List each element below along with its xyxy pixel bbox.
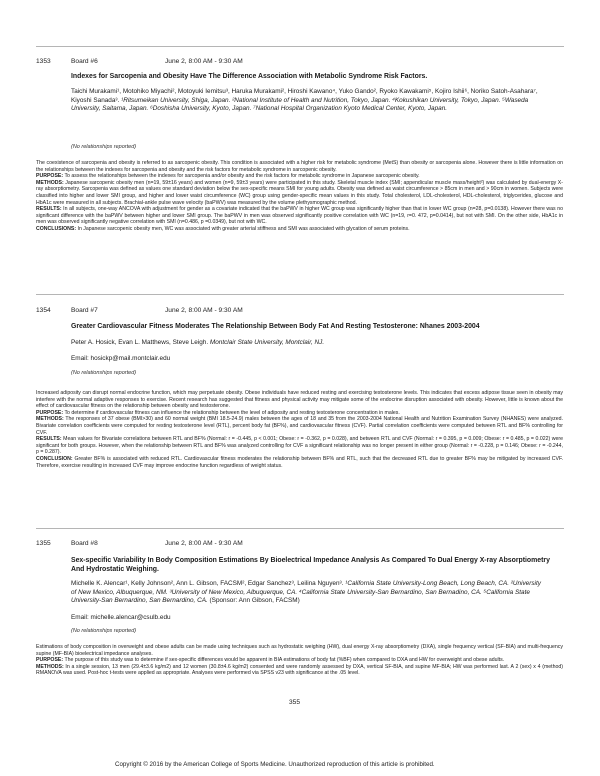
methods-text: Japanese sarcopenic obesity men (n=19, 59±16 years) and women (n=9, 59±3 years) were participated in this study. Skeletal muscle index (SMI; appendicular muscle mass/height²) was calculated by dual-energy X-ray absorptiometry. Sarcopenia was defined as values one standard deviation below the sex-specific means SMI for young adults. Obesity was defined as waist circumference > 85cm in men and > 90cm in women. Subjects were classified into higher and lower SMI group, and higher and lower waist circumference (WC) group using gender-specific mean values in this study. Total cholesterol, LDL-cholesterol, HDL-cholesterol, triglycerides, glucose and HbA1c were measured in all subjects. Brachial-ankle pulse wave velocity (baPWV) was measured by the volume plethysmographic method. (36, 179, 563, 206)
purpose-paragraph (36, 173, 563, 180)
board-number: Board #7 (71, 307, 98, 314)
author-affiliations: ¹California State University-Long Beach, Long Beach, CA. ²University of New Mexico, Albuquerque, NM. ³University of New Mexico, Albuquerque, CA. ⁴California State University-San Bernardino, San Bernadino, CA. ⁵California State University-San Bernardino, San Bernardino, CA. (71, 580, 541, 605)
purpose-text: To assess the relationships between the indexes for sarcopenia and/or obesity and the risk factors for metabolic syndrome in Japanese sarcopenic obesity. (64, 173, 420, 180)
no-relationships-note: (No relationships reported) (71, 628, 137, 634)
results-text: In all subjects, one-way ANCOVA with adjustment for gender as a covariate indicated that the baPWV in higher WC group was significantly higher than that in lower WC group (n=28, p=0.0138). However there was no significant difference with the baPWV between higher and lower SMI group. The baPWV in men was observed significantly positive correlation with WC (n=19, r=0. 472, p=0.0414), but not with SMI. On the other side, HbA1c in men was observed significantly negative correlation with SMI (n=0.486, p =0.0349), but not with WC. (36, 206, 563, 226)
abstract-number: 1353 (36, 58, 51, 65)
purpose-label: PURPOSE: (36, 409, 64, 416)
conclusions-paragraph (36, 226, 563, 233)
purpose-paragraph (36, 657, 563, 664)
abstract-title: Sex-specific Variability In Body Composition Estimations By Bioelectrical Impedance Analysis As Compared To Dual Energy X-ray Absorptiometry And Hydrostatic Weighing. (71, 557, 550, 573)
page-number: 355 (289, 699, 301, 706)
methods-label: METHODS: (36, 663, 64, 670)
no-relationships-note: (No relationships reported) (71, 370, 137, 376)
author-names: Michelle K. Alencar¹, Kelly Johnson², Ann L. Gibson, FACSM², Edgar Sanchez³, Leilina Nguyen³. (71, 580, 344, 587)
session-time: June 2, 8:00 AM - 9:30 AM (165, 307, 243, 314)
section-divider (36, 294, 564, 295)
abstract-body (36, 160, 563, 233)
author-affiliations: ¹Ritsumeikan University, Shiga, Japan. ²National Institute of Health and Nutrition, Tokyo, Japan. ⁴Kokushikan University, Tokyo, Japan. ⁵Waseda University, Saitama, Japan. ⁶Doshisha University, Kyoto, Japan. ⁷National Hospital Organization Kyoto Medical Center, Kyoto, Japan. (71, 96, 529, 113)
intro-paragraph: The coexistence of sarcopenia and obesity is referred to as sarcopenic obesity. This condition is associated with a higher risk for metabolic syndrome (MetS) than obesity or sarcopenia alone. However there is little information on the relationships between the indexes for sarcopenia and obesity and the risk factors for metabolic syndrome in sarcopenic obesity. (36, 160, 563, 173)
methods-label: METHODS: (36, 179, 64, 186)
conclusions-text: Greater BF% is associated with reduced RTL. Cardiovascular fitness moderates the relationship between BF% and RTL, such that the decreased RTL due to greater BF% may be mitigated by increased CVF. Therefore, exercise resulting in increased CVF may improve endocrine function regardless of weight status. (36, 455, 563, 469)
abstract-body (36, 390, 563, 469)
abstract-number: 1355 (36, 540, 51, 547)
session-time: June 2, 8:00 AM - 9:30 AM (165, 540, 243, 547)
results-text: Mean values for Bivariate correlations between RTL and BF% (Normal: r = -0.445, p < 0.001; Obese: r = -0.362, p = 0.028), and between RTL and CVF (Normal: r = 0.395, p = 0.009; Obese: r = 0.485, p = 0.022) were significant for both groups. However, when the relationship between RTL and BF% was analyzed controlling for CVF a significant relationship was no longer present in either group (Normal: r = -0.228, p = 0.146; Obese: r = -0.244, p = 0.287). (36, 436, 564, 456)
sponsor-note: (Sponsor: Ann Gibson, FACSM) (209, 597, 300, 605)
results-paragraph (36, 206, 563, 226)
purpose-text: To determine if cardiovascular fitness can influence the relationship between the level of adiposity and resting testosterone concentration in males. (64, 409, 400, 416)
conclusions-label: CONCLUSIONS: (36, 225, 77, 232)
methods-paragraph (36, 416, 563, 436)
section-divider (36, 528, 564, 529)
results-label: RESULTS: (36, 436, 62, 443)
author-affiliations: Montclair State University, Montclair, NJ. (209, 339, 325, 346)
abstract-number: 1354 (36, 307, 51, 314)
author-list (71, 580, 546, 606)
results-label: RESULTS: (36, 206, 62, 213)
intro-paragraph: Increased adiposity can disrupt normal endocrine function, which may perpetuate obesity. Obese individuals have reduced resting and exercising testosterone levels. This indicates that excess adipose tissue seen in obesity may interfere with the normal adaptive responses to exercise. Recent research has suggested that fitness and physical activity may mitigate some of the endocrine disruption associated with obesity. However, little is known about the effect of cardiovascular fitness on the relationship between obesity and testosterone. (36, 390, 563, 410)
purpose-label: PURPOSE: (36, 657, 64, 664)
methods-text: The responses of 37 obese (BMI>30) and 60 normal weight (BMI 18.5-24.9) males between the ages of 18 and 35 from the 2003-2004 National Health and Nutrition Examination Survey (NHANES) were analyzed. Bivariate correlation coefficients were computed for resting testosterone level (RTL), percent body fat (BF%), and cardiovascular fitness (CVF). Partial correlation coefficients were computed between RTL and BF% controlling for CVF. (36, 416, 563, 436)
abstract-body (36, 644, 563, 677)
author-names: Taichi Murakami¹, Motohiko Miyachi², Motoyuki Iemitsu³, Haruka Murakami², Hiroshi Kawano⁴, Yuko Gando², Ryoko Kawakami⁵, Kojiro Ishii⁶, Noriko Satoh-Asahara⁷, Kiyoshi Sanada³. (71, 88, 538, 104)
conclusions-text: In Japanese sarcopenic obesity men, WC was associated with greater arterial stiffness and SMI was associated with glycation of serum proteins. (77, 225, 410, 232)
session-time: June 2, 8:00 AM - 9:30 AM (165, 58, 243, 65)
author-list (71, 339, 546, 348)
contact-email: Email: hosickp@mail.montclair.edu (71, 355, 171, 362)
purpose-label: PURPOSE: (36, 173, 64, 180)
board-number: Board #8 (71, 540, 98, 547)
no-relationships-note: (No relationships reported) (71, 144, 137, 150)
abstract-title: Greater Cardiovascular Fitness Moderates The Relationship Between Body Fat And Resting Testosterone: Nhanes 2003-2004 (71, 323, 480, 330)
methods-text: In a single session, 13 men (29.4±3.6 kg/m2) and 12 women (30.8±4.6 kg/m2) consented and were randomly assessed by DXA, vertical SF-BIA, and supine MF-BIA; HW was performed last. A 2 (sex) x 4 (method) RMANOVA was used. Post-hoc t-tests were applied as appropriate. Analyses were performed via SPSS v23 with significance at the .05 level. (36, 663, 563, 677)
author-names: Peter A. Hosick, Evan L. Matthews, Steve Leigh. (71, 339, 209, 346)
board-number: Board #6 (71, 58, 98, 65)
methods-label: METHODS: (36, 416, 64, 423)
methods-paragraph (36, 664, 563, 677)
results-paragraph (36, 436, 563, 456)
conclusions-label: CONCLUSION: (36, 455, 73, 462)
methods-paragraph (36, 180, 563, 206)
conclusions-paragraph (36, 456, 563, 469)
purpose-paragraph (36, 410, 563, 417)
section-divider (36, 46, 564, 47)
abstract-title: Indexes for Sarcopenia and Obesity Have The Difference Association with Metabolic Syndrome Risk Factors. (71, 73, 428, 80)
purpose-text: The purpose of this study was to determine if sex-specific differences would be apparent in BIA estimations of body fat (%BF) when compared to DXA and HW for overweight and obese adults. (64, 657, 505, 664)
contact-email: Email: michelle.alencar@csulb.edu (71, 614, 171, 621)
copyright-notice: Copyright © 2016 by the American College of Sports Medicine. Unauthorized reproduction of this article is prohibited. (115, 761, 435, 768)
intro-paragraph: Estimations of body composition in overweight and obese adults can be made using techniques such as hydrostatic weighing (HW), dual energy X-ray absorptiometry (DXA), single frequency vertical (SF-BIA) and multi-frequency supine (MF-BIA) bioelectrical impedance analyses. (36, 644, 563, 657)
author-list (71, 88, 546, 114)
